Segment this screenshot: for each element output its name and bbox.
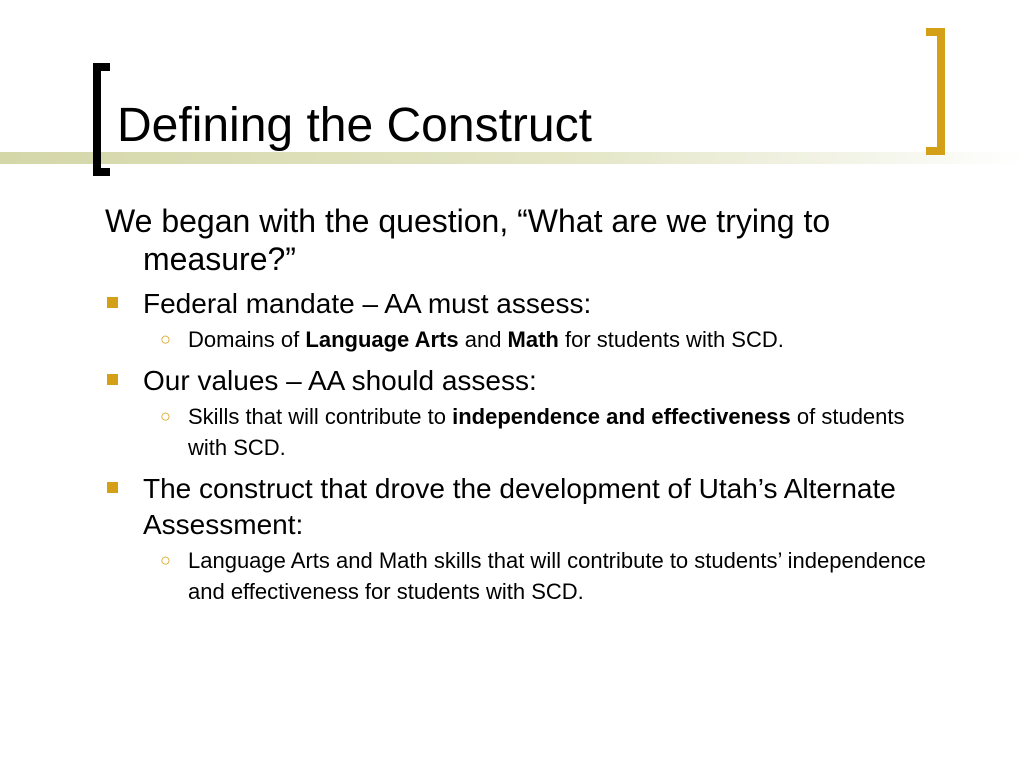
sub-bullet-text: of students with SCD. (188, 404, 905, 460)
bullet-construct (105, 471, 945, 543)
bullet-text: Federal mandate – AA must assess: (143, 288, 592, 319)
sub-bullet-language-math (105, 545, 945, 607)
ring-bullet-icon: ○ (160, 329, 171, 349)
sub-bullet-bold: Language Arts (305, 327, 459, 352)
ring-bullet-icon: ○ (160, 550, 171, 570)
bullet-our-values (105, 363, 945, 399)
ring-bullet-icon: ○ (160, 406, 171, 426)
bullet-text: The construct that drove the development of Utah’s Alternate Assessment: (143, 473, 896, 540)
sub-bullet-text: Domains of (188, 327, 306, 352)
sub-bullet-text: and (458, 327, 508, 352)
lead-paragraph: We began with the question, “What are we trying to measure?” (105, 203, 831, 277)
sub-bullet-text: Skills that will contribute to (188, 404, 453, 429)
sub-bullet-text: Language Arts and Math skills that will contribute to students’ independence and effectiveness for students with SCD. (188, 548, 926, 604)
bullet-federal-mandate (105, 286, 945, 322)
slide-title: Defining the Construct (117, 99, 592, 152)
square-bullet-icon (107, 374, 118, 385)
sub-bullet-skills (105, 401, 945, 463)
sub-bullet-bold: Math (507, 327, 559, 352)
left-bracket-decoration (93, 63, 110, 176)
right-bracket-decoration (926, 28, 945, 155)
sub-bullet-text: for students with SCD. (558, 327, 784, 352)
sub-bullet-bold: independence and effectiveness (452, 404, 791, 429)
sub-bullet-domains (105, 324, 945, 355)
slide-body (105, 202, 945, 607)
bullet-text: Our values – AA should assess: (143, 365, 537, 396)
square-bullet-icon (107, 482, 118, 493)
square-bullet-icon (107, 297, 118, 308)
